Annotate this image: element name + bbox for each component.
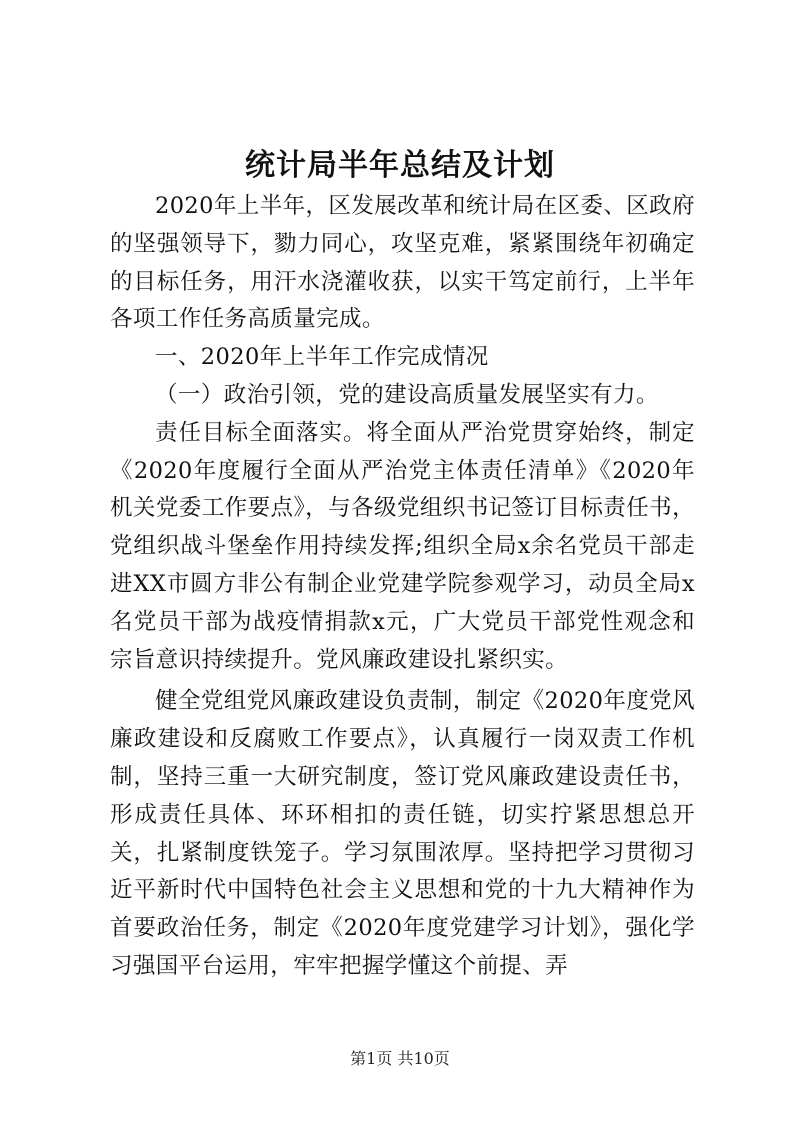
paragraph-responsibility: 责任目标全面落实。将全面从严治党贯穿始终，制定《2020年度履行全面从严治党主体责任清单》《2020年机关党委工作要点》，与各级党组织书记签订目标责任书，党组织战斗堡垒作用持续发挥;组织全局x余名党员干部走进XX市圆方非公有制企业党建学院参观学习，动员全局x名党员干部为战疫情捐款x元，广大党员干部党性观念和宗旨意识持续提升。党风廉政建设扎紧织实。 [110,419,695,673]
document-body [110,188,695,986]
section-heading-1: 一、2020年上半年工作完成情况 [155,344,489,371]
page-number-footer: 第1页 共10页 [350,1049,450,1068]
document-title: 统计局半年总结及计划 [245,148,555,183]
subsection-heading-1: （一）政治引领，党的建设高质量发展坚实有力。 [155,381,659,408]
paragraph-intro: 2020年上半年，区发展改革和统计局在区委、区政府的坚强领导下，勠力同心，攻坚克难，紧紧围绕年初确定的目标任务，用汗水浇灌收获，以实干笃定前行，上半年各项工作任务高质量完成。 [110,193,695,333]
paragraph-party-conduct: 健全党组党风廉政建设负责制，制定《2020年度党风廉政建设和反腐败工作要点》，认真履行一岗双责工作机制，坚持三重一大研究制度，签订党风廉政建设责任书，形成责任具体、环环相扣的责任链，切实拧紧思想总开关，扎紧制度铁笼子。学习氛围浓厚。坚持把学习贯彻习近平新时代中国特色社会主义思想和党的十九大精神作为首要政治任务，制定《2020年度党建学习计划》，强化学习强国平台运用，牢牢把握学懂这个前提、弄 [110,688,695,979]
